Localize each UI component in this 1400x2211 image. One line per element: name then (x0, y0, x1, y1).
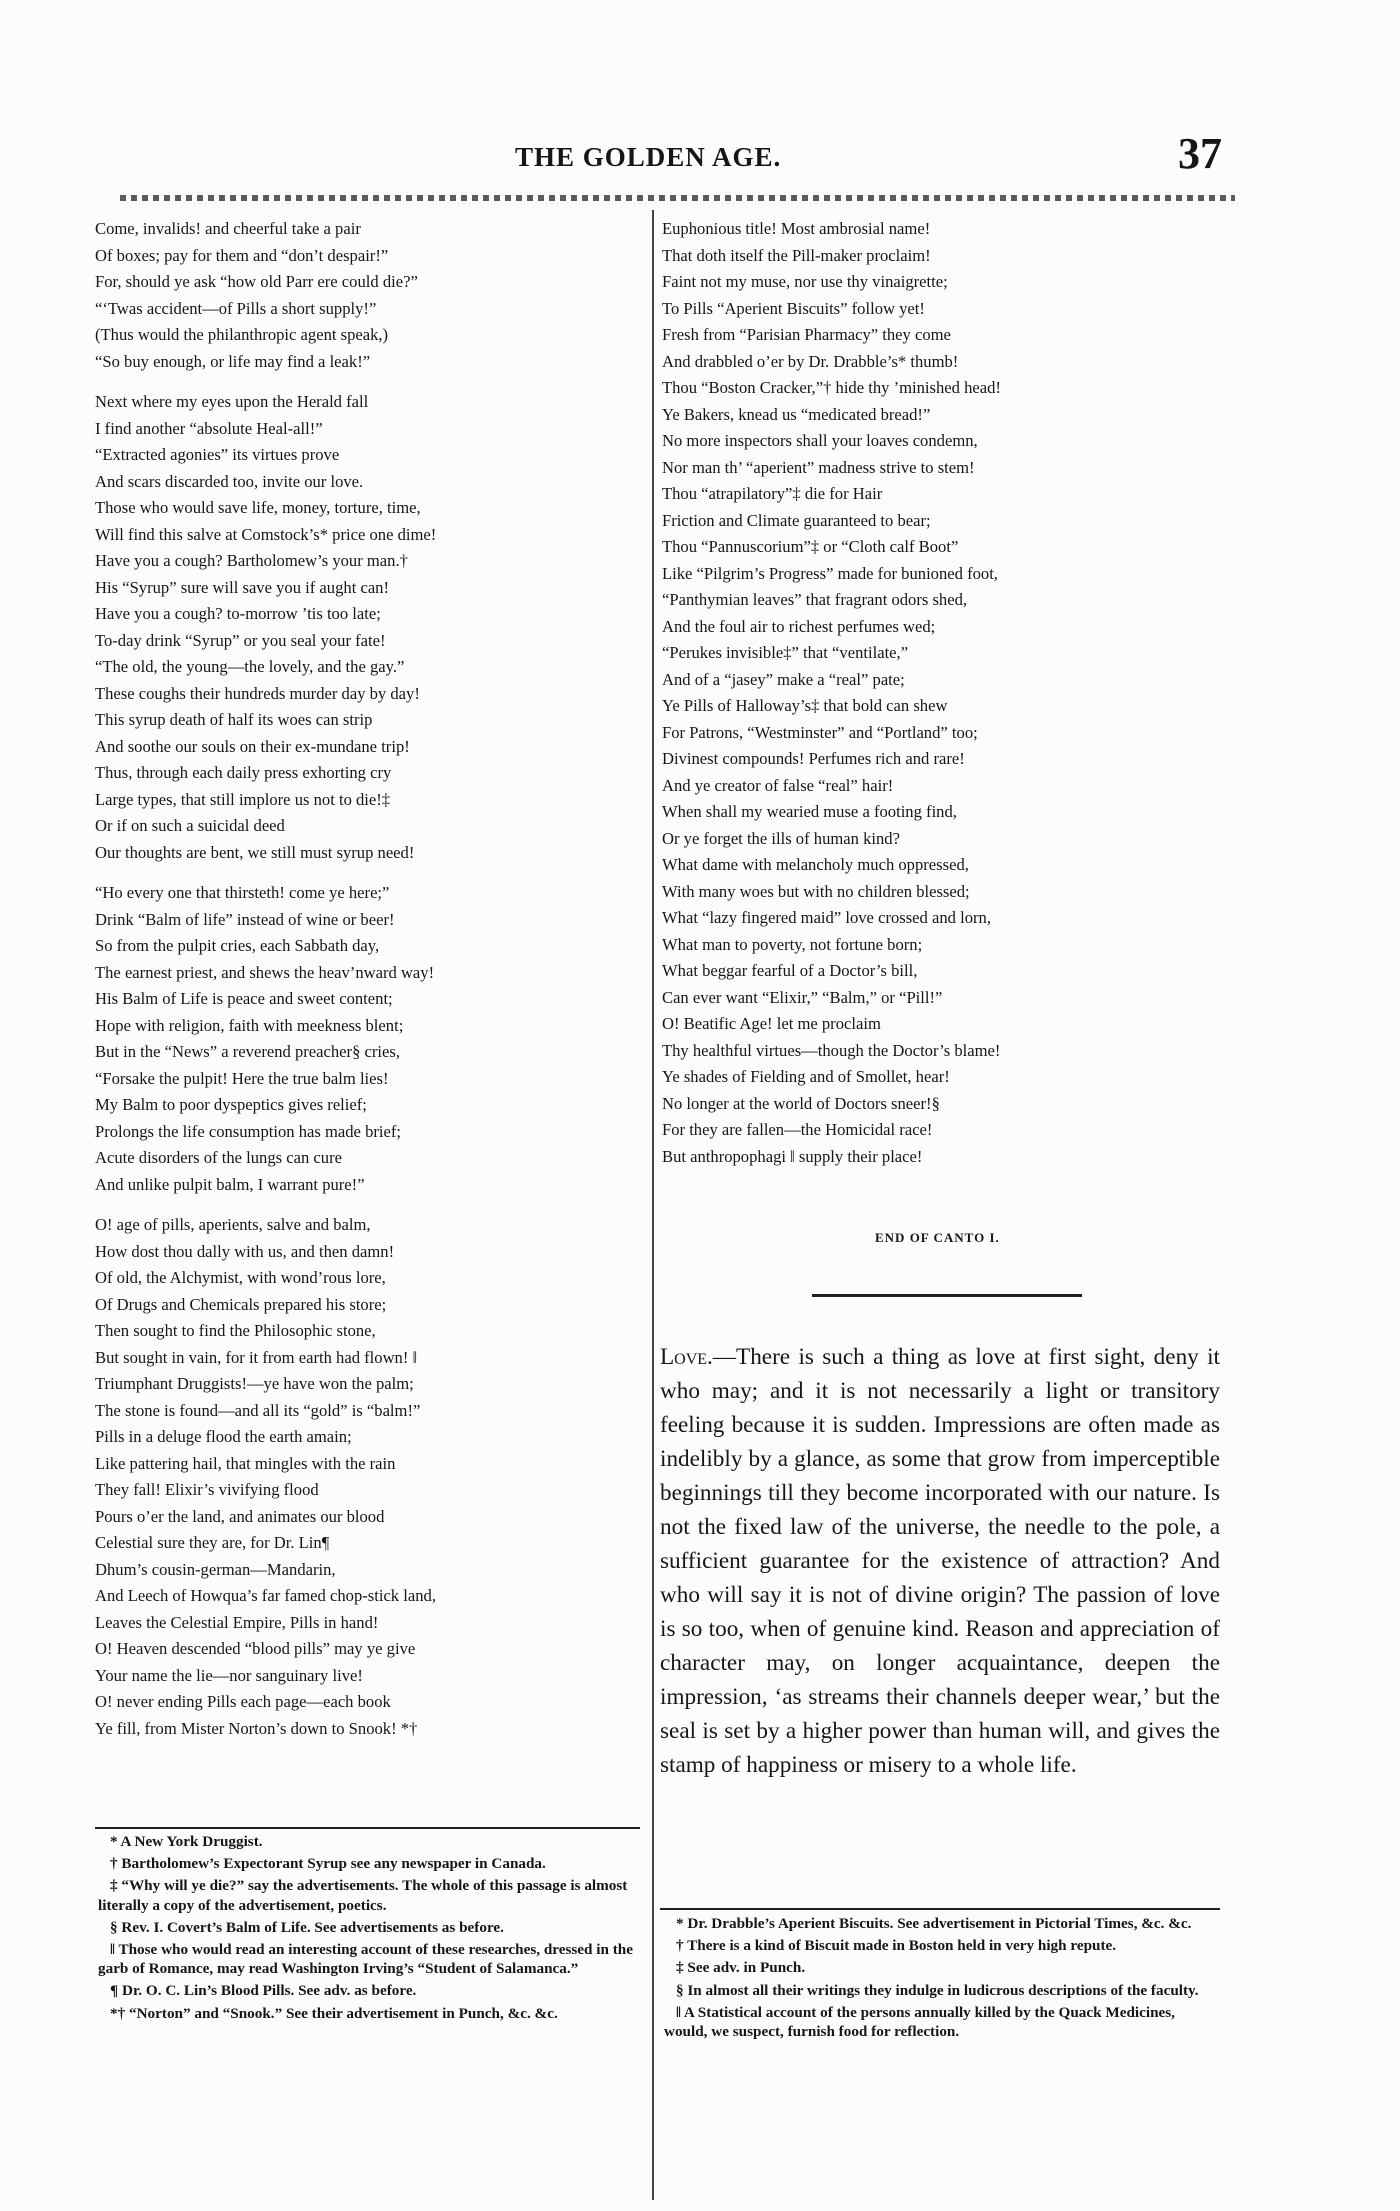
poem-line: “‘Twas accident—of Pills a short supply!” (95, 298, 377, 318)
poem-line: “Ho every one that thirsteth! come ye here;” (95, 883, 390, 902)
poem-line: “The old, the young—the lovely, and the gay.” (95, 657, 405, 676)
poem-line: Of old, the Alchymist, with wond’rous lore, (95, 1268, 386, 1287)
poem-line: Nor man th’ “aperient” madness strive to stem! (662, 457, 975, 477)
poem-line: What beggar fearful of a Doctor’s bill, (662, 961, 918, 980)
poem-line: Will find this salve at Comstock’s* price one dime! (95, 524, 437, 544)
article-body: —There is such a thing as love at first sight, deny it who may; and it is not necessarily a light or transitory feeling because it is sudden. Impressions are often made as indelibly by a glance, as some that grow from imperceptible beginnings till they become incorporated with our nature. Is not the fixed law of the universe, the needle to the pole, a sufficient guarantee for the existence of attraction? And who will say it is not of divine origin? The passion of love is so too, when of genuine kind. Reason and appreciation of character may, on longer acquaintance, deepen the impression, ‘as streams their channels deeper wear,’ but the seal is set by a higher power than human will, and gives the stamp of happiness or misery to a whole life. (660, 1344, 1220, 1778)
footnote: * A New York Druggist. (110, 1833, 263, 1850)
poem-line: The earnest priest, and shews the heav’nward way! (95, 962, 435, 982)
poem-line: That doth itself the Pill-maker proclaim! (662, 245, 931, 265)
poem-line: The stone is found—and all its “gold” is “balm!” (95, 1400, 421, 1420)
poem-line: To Pills “Aperient Biscuits” follow yet! (662, 298, 925, 318)
footnote-rule-left (95, 1827, 640, 1829)
poem-line: Euphonious title! Most ambrosial name! (662, 219, 931, 238)
poem-line: Thou “Boston Cracker,”† hide thy ’minished head! (662, 378, 1001, 397)
end-of-canto-label: END OF CANTO I. (875, 1230, 1000, 1245)
poem-stanza (95, 216, 645, 375)
poem-line: Then sought to find the Philosophic stone, (95, 1321, 376, 1340)
poem-line: (Thus would the philanthropic agent speak,) (95, 325, 389, 344)
poem-line: But sought in vain, for it from earth had flown! ‖ (95, 1347, 418, 1367)
poem-line: O! age of pills, aperients, salve and balm, (95, 1215, 371, 1234)
poem-line: Your name the lie—nor sanguinary live! (95, 1665, 363, 1685)
poem-line: No more inspectors shall your loaves condemn, (662, 431, 978, 450)
poem-line: Ye Pills of Halloway’s‡ that bold can shew (662, 696, 948, 715)
poem-line: And the foul air to richest perfumes wed; (662, 616, 936, 636)
poem-line: What dame with melancholy much oppressed, (662, 855, 969, 874)
footnote: ¶ Dr. O. C. Lin’s Blood Pills. See adv. as before. (110, 1982, 417, 2000)
footnote: ‡ See adv. in Punch. (676, 1959, 806, 1977)
poem-line: Divinest compounds! Perfumes rich and rare! (662, 749, 965, 768)
poem-line: So from the pulpit cries, each Sabbath day, (95, 936, 380, 955)
running-title: THE GOLDEN AGE. (515, 142, 782, 172)
poem-line: For they are fallen—the Homicidal race! (662, 1120, 933, 1139)
poem-line: What “lazy fingered maid” love crossed and lorn, (662, 908, 991, 927)
poem-line: To-day drink “Syrup” or you seal your fate! (95, 630, 386, 650)
poem-line: With many woes but with no children blessed; (662, 881, 970, 901)
poem-line: “Extracted agonies” its virtues prove (95, 445, 340, 464)
poem-line: Pills in a deluge flood the earth amain; (95, 1427, 352, 1446)
article-lead-word: Love. (660, 1344, 713, 1370)
poem-line: Leaves the Celestial Empire, Pills in hand! (95, 1612, 379, 1632)
poem-line: Large types, that still implore us not to die!‡ (95, 789, 391, 809)
footnote: *† “Norton” and “Snook.” See their advertisement in Punch, &c. &c. (110, 2004, 558, 2022)
poem-line: And ye creator of false “real” hair! (662, 775, 894, 795)
poem-line: Friction and Climate guaranteed to bear; (662, 510, 931, 530)
poem-line: Faint not my muse, nor use thy vinaigrette; (662, 272, 948, 291)
poem-line: Thou “Pannuscorium”‡ or “Cloth calf Boot” (662, 537, 959, 556)
poem-line: For Patrons, “Westminster” and “Portland” too; (662, 722, 978, 742)
poem-line: I find another “absolute Heal-all!” (95, 418, 323, 438)
footnote: § Rev. I. Covert’s Balm of Life. See advertisements as before. (110, 1918, 504, 1936)
poem-right-column (662, 216, 1207, 1170)
poem-line: O! Beatific Age! let me proclaim (662, 1014, 881, 1033)
section-rule (812, 1294, 1082, 1297)
poem-line: And of a “jasey” make a “real” pate; (662, 669, 905, 689)
poem-line: Thou “atrapilatory”‡ die for Hair (662, 484, 883, 503)
column-divider (652, 210, 654, 2200)
poem-line: Of boxes; pay for them and “don’t despair!” (95, 245, 389, 265)
poem-line: Triumphant Druggists!—ye have won the palm; (95, 1374, 414, 1393)
footnote: † There is a kind of Biscuit made in Boston held in very high repute. (676, 1937, 1117, 1955)
poem-line: “Panthymian leaves” that fragrant odors shed, (662, 590, 968, 609)
poem-line: Pours o’er the land, and animates our blood (95, 1506, 385, 1526)
poem-line: “So buy enough, or life may find a leak!” (95, 351, 371, 371)
poem-line: Like pattering hail, that mingles with the rain (95, 1453, 396, 1473)
poem-line: Thus, through each daily press exhorting cry (95, 763, 392, 782)
header-dashed-rule (120, 195, 1235, 201)
footnote: * Dr. Drabble’s Aperient Biscuits. See advertisement in Pictorial Times, &c. &c. (676, 1915, 1192, 1932)
poem-line: These coughs their hundreds murder day by day! (95, 683, 420, 703)
poem-line: For, should ye ask “how old Parr ere could die?” (95, 272, 418, 291)
poem-line: They fall! Elixir’s vivifying flood (95, 1480, 319, 1499)
poem-line: O! never ending Pills each page—each book (95, 1692, 391, 1711)
poem-line: And scars discarded too, invite our love. (95, 471, 364, 491)
poem-left-column (95, 216, 645, 1756)
poem-line: Like “Pilgrim’s Progress” made for bunioned foot, (662, 563, 998, 583)
poem-line: Thy healthful virtues—though the Doctor’s blame! (662, 1040, 1001, 1060)
poem-line: When shall my wearied muse a footing find, (662, 802, 957, 821)
poem-line: And soothe our souls on their ex-mundane trip! (95, 736, 410, 756)
poem-line: No longer at the world of Doctors sneer!§ (662, 1093, 940, 1113)
footnote-rule-right (660, 1908, 1220, 1910)
poem-line: And Leech of Howqua’s far famed chop-stick land, (95, 1586, 436, 1605)
poem-line: His “Syrup” sure will save you if aught can! (95, 577, 390, 597)
poem-stanza (95, 1212, 645, 1742)
poem-line: Next where my eyes upon the Herald fall (95, 392, 369, 411)
poem-line: And drabbled o’er by Dr. Drabble’s* thumb! (662, 351, 959, 371)
poem-line: Celestial sure they are, for Dr. Lin¶ (95, 1533, 330, 1552)
footnote: ‖ Those who would read an interesting account of these researches, dressed in the garb of Romance, may read Washington Irving’s “Student of Salamanca.” (98, 1941, 633, 1978)
poem-line: But anthropophagi ‖ supply their place! (662, 1146, 923, 1166)
poem-line: His Balm of Life is peace and sweet content; (95, 989, 393, 1008)
page-number: 37 (1178, 129, 1222, 178)
poem-line: But in the “News” a reverend preacher§ cries, (95, 1042, 400, 1061)
poem-stanza (95, 389, 645, 866)
footnotes-right (664, 1914, 1216, 2044)
page-header (0, 128, 1400, 188)
poem-line: My Balm to poor dyspeptics gives relief; (95, 1095, 367, 1114)
poem-line: Drink “Balm of life” instead of wine or beer! (95, 909, 395, 929)
poem-line: Hope with religion, faith with meekness blent; (95, 1015, 404, 1035)
poem-line: “Perukes invisible‡” that “ventilate,” (662, 643, 909, 662)
poem-stanza (95, 880, 645, 1198)
poem-line: Of Drugs and Chemicals prepared his store; (95, 1294, 387, 1314)
poem-line: Come, invalids! and cheerful take a pair (95, 219, 361, 238)
love-article (660, 1340, 1220, 1782)
poem-line: Dhum’s cousin-german—Mandarin, (95, 1559, 336, 1579)
poem-line: Or if on such a suicidal deed (95, 816, 285, 835)
poem-line: Ye shades of Fielding and of Smollet, hear! (662, 1067, 950, 1086)
poem-line: “Forsake the pulpit! Here the true balm lies! (95, 1068, 389, 1088)
footnote: † Bartholomew’s Expectorant Syrup see any newspaper in Canada. (110, 1855, 546, 1873)
poem-line: O! Heaven descended “blood pills” may ye give (95, 1639, 416, 1658)
poem-line: Ye Bakers, knead us “medicated bread!” (662, 404, 931, 424)
poem-line: This syrup death of half its woes can strip (95, 710, 373, 729)
poem-line: Fresh from “Parisian Pharmacy” they come (662, 325, 951, 344)
poem-line: Or ye forget the ills of human kind? (662, 828, 900, 848)
footnote: § In almost all their writings they indulge in ludicrous descriptions of the faculty. (676, 1981, 1199, 1999)
poem-line: Ye fill, from Mister Norton’s down to Snook! *† (95, 1718, 418, 1738)
footnotes-left (98, 1832, 638, 2026)
poem-line: Acute disorders of the lungs can cure (95, 1148, 342, 1167)
poem-line: Prolongs the life consumption has made brief; (95, 1121, 402, 1141)
poem-line: Our thoughts are bent, we still must syrup need! (95, 842, 415, 862)
poem-line: Have you a cough? Bartholomew’s your man.† (95, 551, 408, 570)
poem-line: Those who would save life, money, torture, time, (95, 498, 421, 517)
footnote: ‖ A Statistical account of the persons annually killed by the Quack Medicines, would, we suspect, furnish food for reflection. (664, 2003, 1175, 2041)
poem-line: And unlike pulpit balm, I warrant pure!” (95, 1174, 365, 1194)
poem-line: How dost thou dally with us, and then damn! (95, 1241, 395, 1261)
poem-line: Have you a cough? to-morrow ’tis too late; (95, 604, 381, 623)
footnote: ‡ “Why will ye die?” say the advertisements. The whole of this passage is almost literally a copy of the advertisement, poetics. (98, 1877, 628, 1914)
poem-line: Can ever want “Elixir,” “Balm,” or “Pill!” (662, 987, 943, 1007)
poem-line: What man to poverty, not fortune born; (662, 934, 923, 954)
